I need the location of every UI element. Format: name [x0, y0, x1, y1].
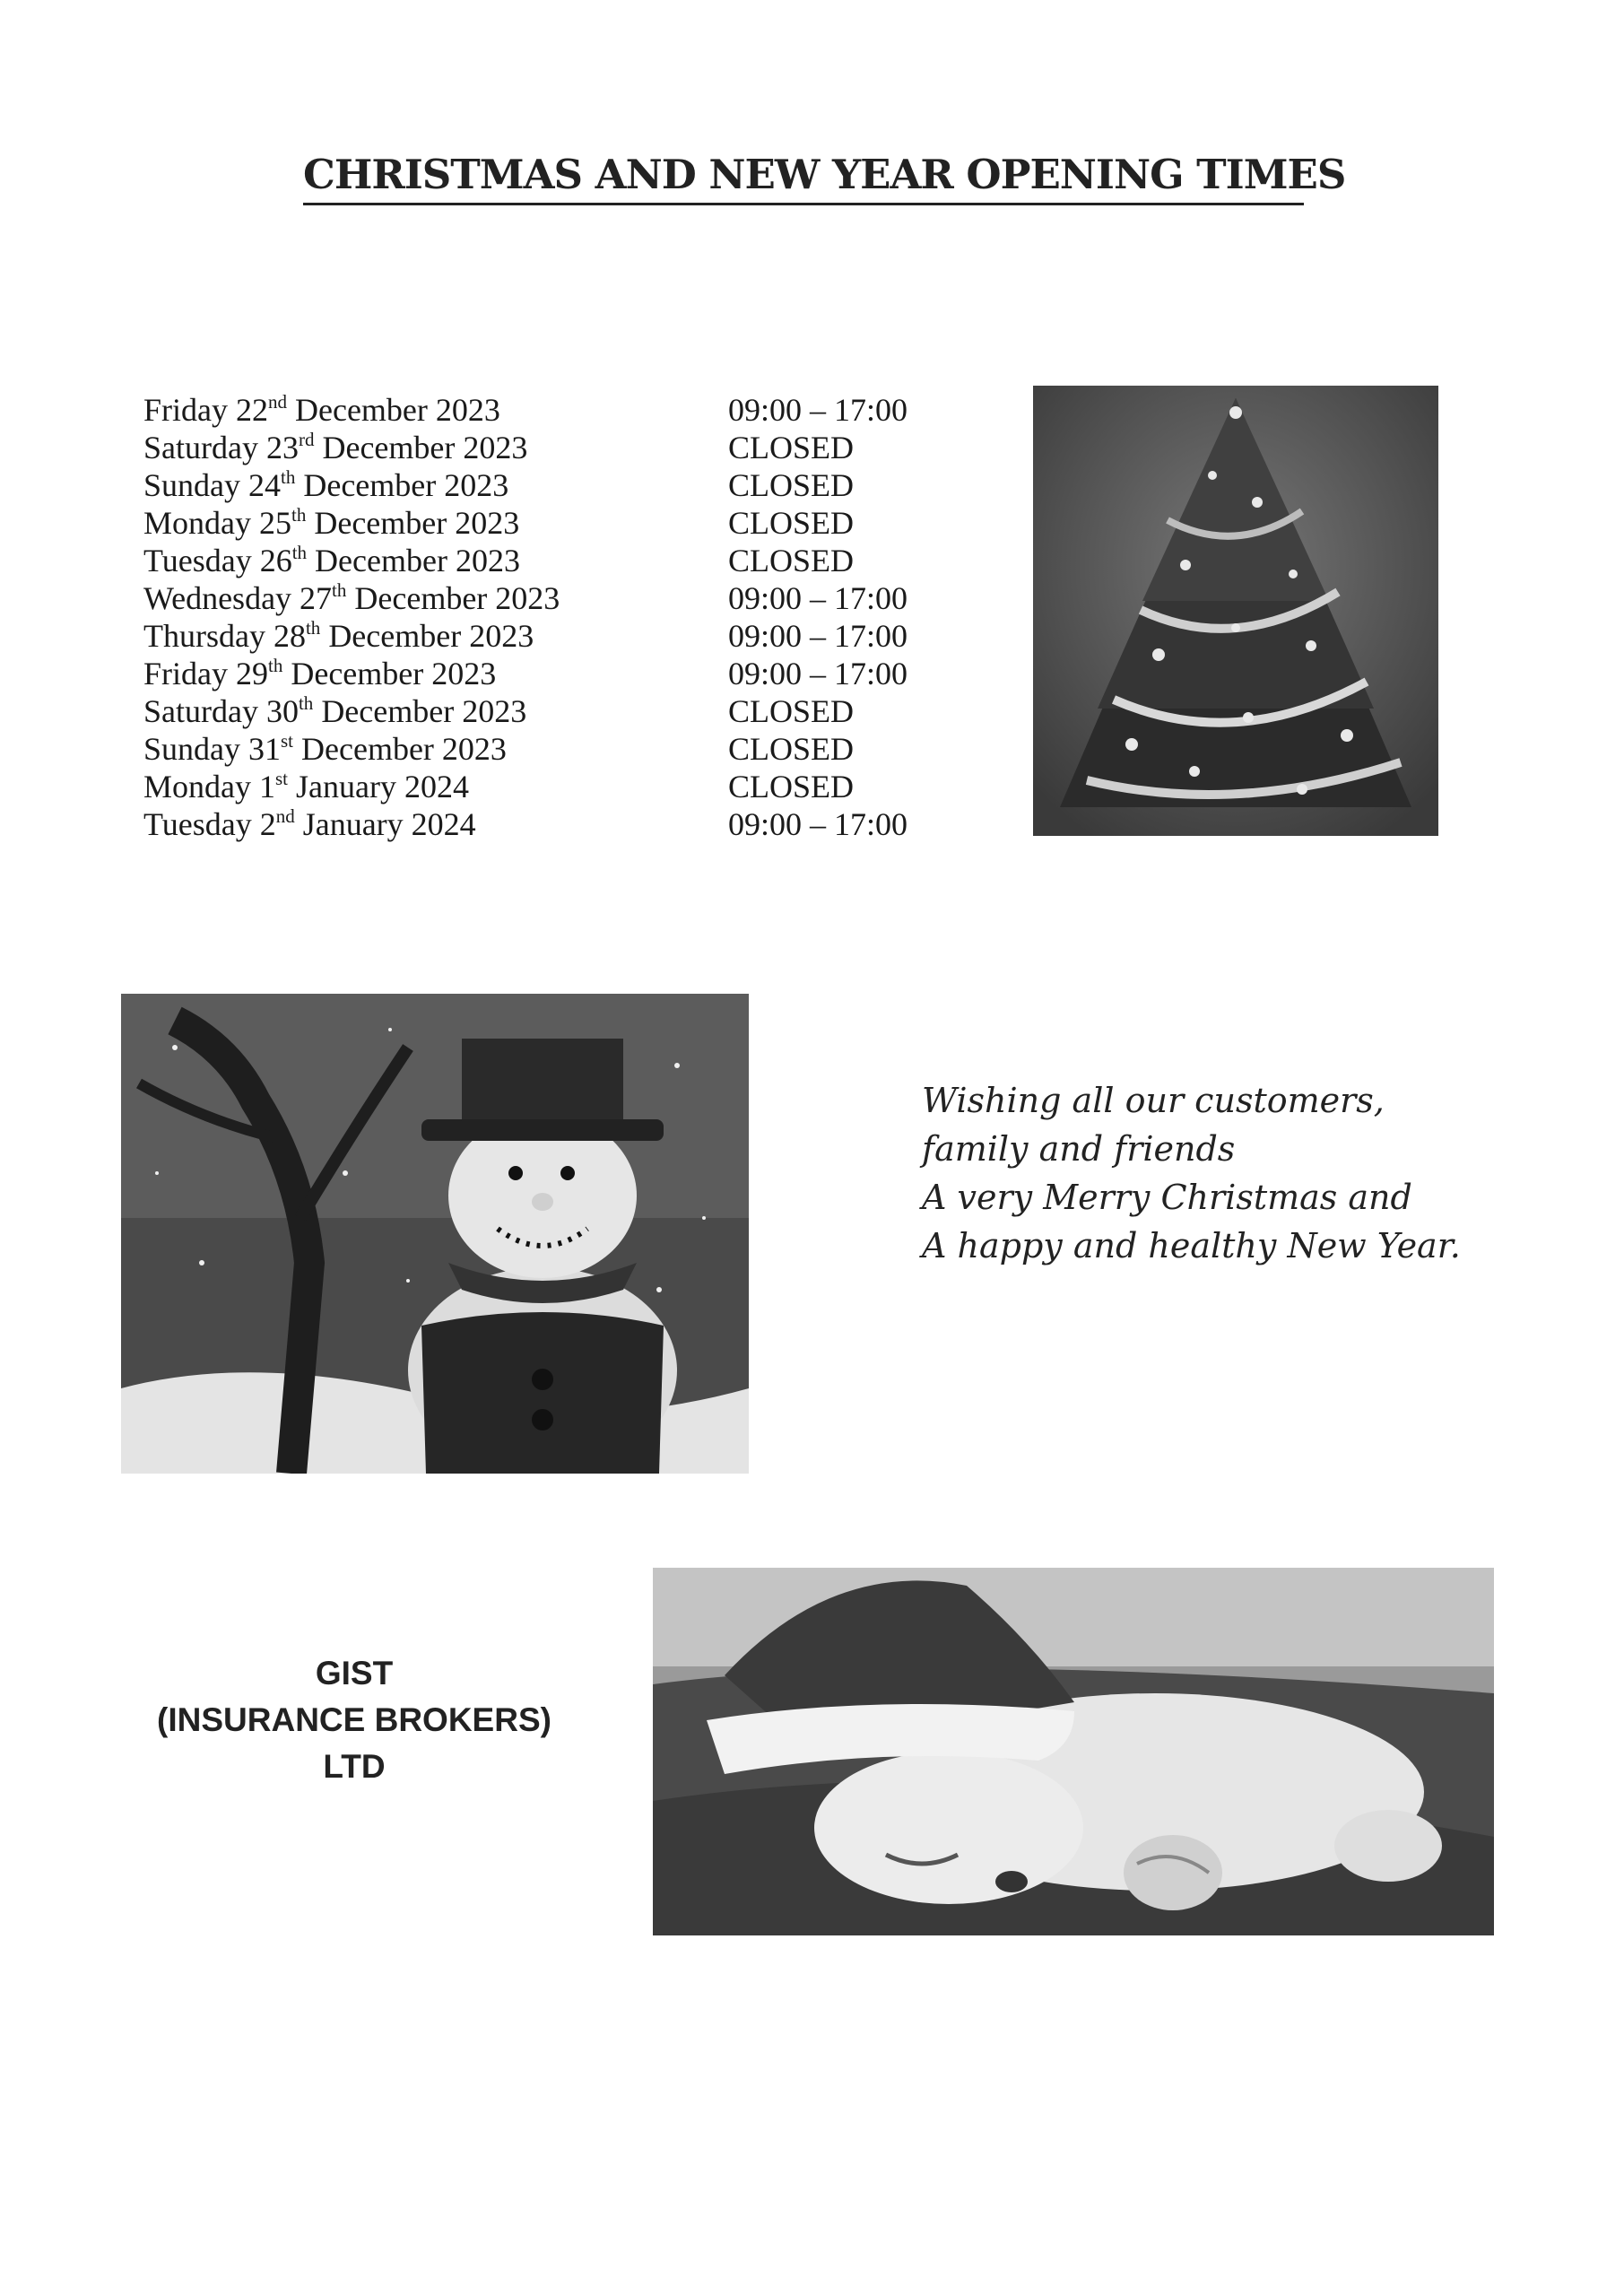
- schedule-date: Tuesday 2nd January 2024: [143, 805, 476, 842]
- schedule-date: Monday 1st January 2024: [143, 768, 469, 804]
- schedule-date: Wednesday 27th December 2023: [143, 579, 560, 616]
- schedule-hours: 09:00 – 17:00: [728, 580, 908, 616]
- greeting-line: Wishing all our customers,: [922, 1081, 1385, 1120]
- page-title: CHRISTMAS AND NEW YEAR OPENING TIMES: [303, 151, 1346, 198]
- schedule-hours: 09:00 – 17:00: [728, 618, 908, 654]
- schedule-hours: CLOSED: [728, 693, 855, 729]
- company-name-line: GIST: [315, 1655, 394, 1692]
- schedule-hours: 09:00 – 17:00: [728, 392, 908, 428]
- greeting-line: A happy and healthy New Year.: [922, 1226, 1461, 1265]
- schedule-hours: 09:00 – 17:00: [728, 656, 908, 691]
- schedule-hours: CLOSED: [728, 731, 855, 767]
- schedule-date: Saturday 30th December 2023: [143, 692, 527, 729]
- christmas-tree-photo: [1033, 386, 1438, 836]
- schedule-date: Friday 29th December 2023: [143, 655, 497, 691]
- schedule-hours: CLOSED: [728, 430, 855, 465]
- schedule-hours: CLOSED: [728, 543, 855, 578]
- sleeping-puppy-photo: [653, 1568, 1494, 1935]
- schedule-hours: 09:00 – 17:00: [728, 806, 908, 842]
- title-underline: [303, 203, 1304, 205]
- company-name: [117, 1650, 592, 1790]
- schedule-hours: CLOSED: [728, 769, 855, 804]
- schedule-hours: CLOSED: [728, 505, 855, 541]
- schedule-date: Sunday 31st December 2023: [143, 730, 507, 767]
- schedule-date: Thursday 28th December 2023: [143, 617, 534, 654]
- schedule-date: Saturday 23rd December 2023: [143, 429, 528, 465]
- greeting-line: A very Merry Christmas and: [922, 1178, 1412, 1217]
- snowman-photo: [121, 994, 749, 1474]
- company-name-line: LTD: [323, 1748, 386, 1785]
- schedule-date: Friday 22nd December 2023: [143, 391, 500, 428]
- christmas-greeting: [922, 1076, 1461, 1270]
- company-name-line: (INSURANCE BROKERS): [157, 1701, 551, 1738]
- schedule-hours: CLOSED: [728, 467, 855, 503]
- schedule-date: Monday 25th December 2023: [143, 504, 520, 541]
- schedule-date: Tuesday 26th December 2023: [143, 542, 520, 578]
- schedule-date: Sunday 24th December 2023: [143, 466, 509, 503]
- greeting-line: family and friends: [922, 1129, 1236, 1169]
